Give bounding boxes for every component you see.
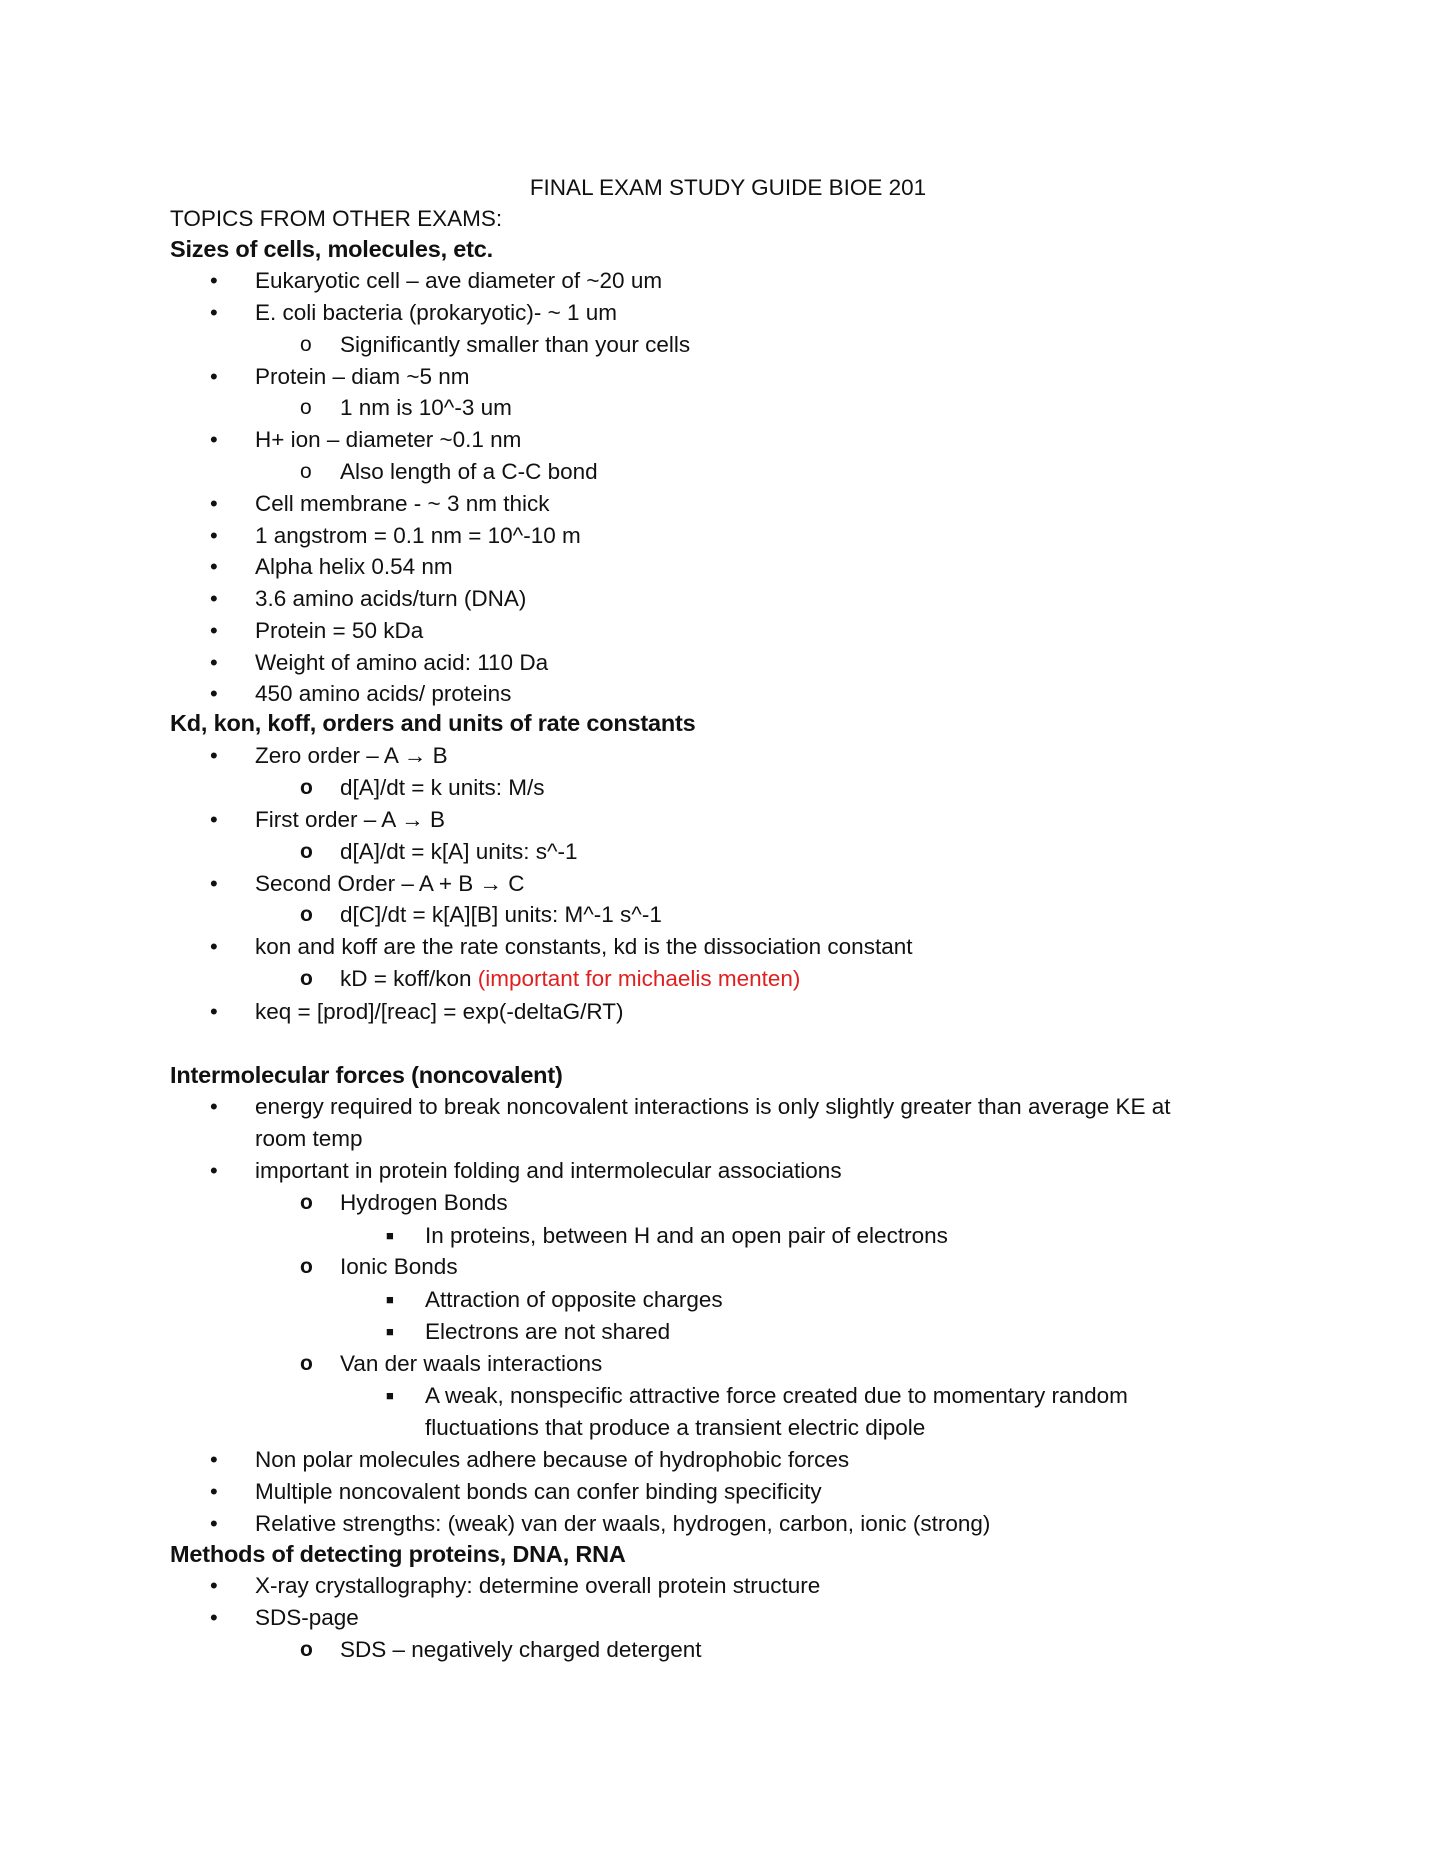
highlight-note: (important for michaelis menten) bbox=[477, 966, 801, 991]
bullet-marker: • bbox=[210, 427, 218, 452]
bullet-marker: • bbox=[210, 1158, 218, 1183]
topics-label: TOPICS FROM OTHER EXAMS: bbox=[170, 206, 503, 231]
bullet-marker: • bbox=[210, 999, 218, 1024]
section-heading-forces: Intermolecular forces (noncovalent) bbox=[170, 1062, 563, 1088]
square-marker: ■ bbox=[386, 1324, 394, 1339]
sub-bullet-marker: o bbox=[300, 903, 313, 926]
bullet-marker: • bbox=[210, 871, 218, 896]
bullet-marker: • bbox=[210, 586, 218, 611]
document-title: FINAL EXAM STUDY GUIDE BIOE 201 bbox=[529, 175, 927, 200]
section-heading-rates: Kd, kon, koff, orders and units of rate constants bbox=[170, 710, 696, 736]
bullet-marker: • bbox=[210, 934, 218, 959]
sub-bullet-marker: o bbox=[300, 840, 313, 863]
bullet-marker: • bbox=[210, 1511, 218, 1536]
bullet-marker: • bbox=[210, 300, 218, 325]
sub-bullet-marker: o bbox=[300, 776, 313, 799]
square-marker: ■ bbox=[386, 1292, 394, 1307]
bullet-marker: • bbox=[210, 523, 218, 548]
bullet-marker: • bbox=[210, 1094, 218, 1119]
bullet-marker: • bbox=[210, 364, 218, 389]
bullet-marker: • bbox=[210, 681, 218, 706]
sub-bullet-marker: o bbox=[300, 1352, 313, 1375]
bullet-marker: • bbox=[210, 743, 218, 768]
bullet-marker: • bbox=[210, 554, 218, 579]
bullet-marker: • bbox=[210, 1447, 218, 1472]
bullet-marker: • bbox=[210, 1605, 218, 1630]
bullet-marker: • bbox=[210, 491, 218, 516]
bullet-marker: • bbox=[210, 807, 218, 832]
square-marker: ■ bbox=[386, 1388, 394, 1403]
document-page: FINAL EXAM STUDY GUIDE BIOE 201 TOPICS FROM OTHER EXAMS: Sizes of cells, molecules, etc. • Eukaryotic cell – ave diameter of ~20 um • E. coli bacteria (prokaryotic)- ~ 1 um o Significantly smaller than your cells • Protein – diam ~5 nm o 1 nm is 10^-3 um • H+ ion – diameter ~0.1 nm o Also length of a C-C bond • Cell membrane - ~ 3 nm thick • 1 angstrom = 0.1 nm = 10^-10 m • Alpha helix 0.54 nm • 3.6 amino acids/turn (DNA) • Protein = 50 kDa • Weight of amino acid: 110 Da • 450 amino acids/ proteins Kd, kon, koff, orders and units of rate constants • Zero order – A → B o d[A]/dt = k units: M/s • First order – A → B o d[A]/dt = k[A] units: s^-1 • Second Order – A + B → C o d[C]/dt = k[A][B] units: M^-1 s^-1 • kon and koff are the rate constants, kd is the dissociation constant o kD = koff/kon (important for michaelis menten) • keq = [prod]/[reac] = exp(-deltaG/RT) Intermolecular forces (noncovalent) • energy required to break noncovalent interactions is only slightly greater than average KE at room temp • important in protein folding and intermolecular associations o Hydrogen Bonds ■ In proteins, between H and an open pair of electrons o Ionic Bonds ■ Attraction of opposite charges ■ Electrons are not shared o Van der waals interactions ■ A weak, nonspecific attractive force created due to momentary random fluctuations that produce a transient electric dipole • Non polar molecules adhere because of hydrophobic forces • Multiple noncovalent bonds can confer binding specificity • Relative strengths: (weak) van der waals, hydrogen, carbon, ionic (strong) Methods of detecting proteins, DNA, RNA • X-ray crystallography: determine overall protein structure • SDS-page o SDS – negatively charged detergent bbox=[0, 0, 1456, 1872]
sub-bullet-marker: o bbox=[300, 1255, 313, 1278]
bullet-marker: • bbox=[210, 1479, 218, 1504]
sub-bullet-marker: o bbox=[300, 396, 312, 419]
bullet-marker: • bbox=[210, 268, 218, 293]
sub-bullet-marker: o bbox=[300, 460, 312, 483]
bullet-marker: • bbox=[210, 1573, 218, 1598]
section-heading-methods: Methods of detecting proteins, DNA, RNA bbox=[170, 1541, 626, 1567]
bullet-marker: • bbox=[210, 650, 218, 675]
square-marker: ■ bbox=[386, 1228, 394, 1243]
sub-bullet-marker: o bbox=[300, 1638, 313, 1661]
sub-bullet-marker: o bbox=[300, 1191, 313, 1214]
bullet-marker: • bbox=[210, 618, 218, 643]
section-heading-sizes: Sizes of cells, molecules, etc. bbox=[170, 236, 493, 262]
sub-bullet-marker: o bbox=[300, 333, 312, 356]
sub-bullet-marker: o bbox=[300, 967, 313, 990]
